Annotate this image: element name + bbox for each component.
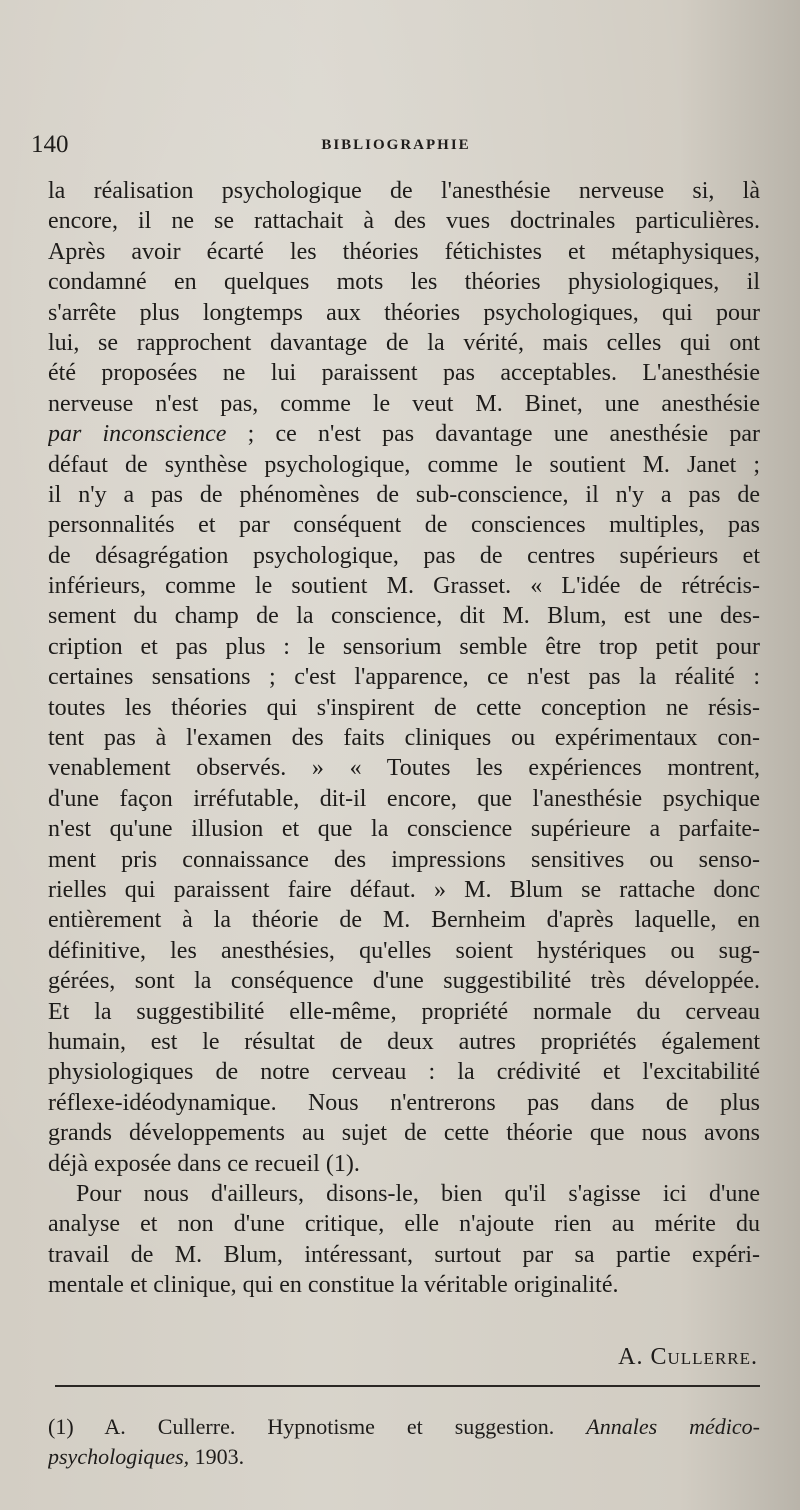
footnote-journal: Annales médico-	[586, 1414, 760, 1439]
text-line: inférieurs, comme le soutient M. Grasset. « L'idée de rétrécis-	[48, 573, 760, 600]
text-line: lui, se rapprochent davantage de la vérité, mais celles qui ont	[48, 329, 760, 356]
text-line: n'est qu'une illusion et que la conscience supérieure a parfaite-	[48, 816, 760, 843]
main-text	[48, 176, 760, 1300]
text-line: encore, il ne se rattachait à des vues doctrinales particulières.	[48, 208, 760, 235]
text-line: Après avoir écarté les théories fétichistes et métaphysiques,	[48, 238, 760, 265]
text-line: sement du champ de la conscience, dit M. Blum, est une des-	[48, 603, 760, 630]
text-segment: ; ce n'est pas davantage une anesthésie par	[226, 421, 760, 448]
text-line: ment pris connaissance des impressions sensitives ou senso-	[48, 846, 760, 873]
text-line: toutes les théories qui s'inspirent de cette conception ne résis-	[48, 694, 760, 721]
text-line: déjà exposée dans ce recueil (1).	[48, 1150, 360, 1177]
text-line: tent pas à l'examen des faits cliniques ou expérimentaux con-	[48, 725, 760, 752]
footnote-rule	[55, 1385, 760, 1387]
text-line: Et la suggestibilité elle-même, propriété normale du cerveau	[48, 998, 760, 1025]
text-line: travail de M. Blum, intéressant, surtout par sa partie expéri-	[48, 1241, 760, 1268]
text-line: nerveuse n'est pas, comme le veut M. Binet, une anesthésie	[48, 390, 760, 417]
footnote	[48, 1412, 760, 1472]
signature-initial: A.	[618, 1344, 651, 1370]
text-line: s'arrête plus longtemps aux théories psychologiques, qui pour	[48, 299, 760, 326]
text-line: réflexe-idéodynamique. Nous n'entrerons pas dans de plus	[48, 1089, 760, 1116]
text-line: définitive, les anesthésies, qu'elles soient hystériques ou sug-	[48, 937, 760, 964]
page-header	[31, 130, 761, 160]
text-line: défaut de synthèse psychologique, comme le soutient M. Janet ;	[48, 451, 760, 478]
signature-name: Cullerre.	[650, 1344, 758, 1370]
text-line: la réalisation psychologique de l'anesthésie nerveuse si, là	[48, 178, 760, 204]
italic-phrase: par inconscience	[48, 421, 227, 448]
footnote-line	[48, 1412, 760, 1442]
text-line: venablement observés. » « Toutes les expériences montrent,	[48, 755, 760, 782]
text-line: certaines sensations ; c'est l'apparence, ce n'est pas la réalité :	[48, 664, 760, 691]
text-line-mixed	[48, 419, 760, 449]
text-line: d'une façon irréfutable, dit-il encore, que l'anesthésie psychique	[48, 785, 760, 812]
running-head: BIBLIOGRAPHIE	[321, 137, 471, 153]
text-line: humain, est le résultat de deux autres propriétés également	[48, 1028, 760, 1055]
text-line: mentale et clinique, qui en constitue la véritable originalité.	[48, 1272, 619, 1299]
text-line: personnalités et par conséquent de consciences multiples, pas	[48, 512, 760, 539]
text-line: rielles qui paraissent faire défaut. » M. Blum se rattache donc	[48, 876, 760, 903]
author-signature	[618, 1342, 758, 1372]
footnote-journal: psychologiques,	[48, 1444, 190, 1469]
text-line: entièrement à la théorie de M. Bernheim d'après laquelle, en	[48, 907, 760, 934]
text-line: physiologiques de notre cerveau : la crédivité et l'excitabilité	[48, 1059, 760, 1086]
text-line: il n'y a pas de phénomènes de sub-conscience, il n'y a pas de	[48, 481, 760, 508]
page-number: 140	[31, 131, 69, 158]
footnote-line	[48, 1442, 760, 1472]
footnote-text: (1) A. Cullerre. Hypnotisme et suggestion.	[48, 1414, 587, 1439]
text-line: gérées, sont la conséquence d'une suggestibilité très développée.	[48, 968, 760, 995]
text-line: analyse et non d'une critique, elle n'ajoute rien au mérite du	[48, 1211, 760, 1238]
footnote-year: 1903.	[189, 1444, 245, 1469]
text-line: grands développements au sujet de cette théorie que nous avons	[48, 1120, 760, 1147]
text-line: Pour nous d'ailleurs, disons-le, bien qu'il s'agisse ici d'une	[76, 1180, 760, 1207]
text-line: condamné en quelques mots les théories physiologiques, il	[48, 269, 760, 296]
text-line: de désagrégation psychologique, pas de centres supérieurs et	[48, 542, 760, 569]
text-line: cription et pas plus : le sensorium semble être trop petit pour	[48, 633, 760, 660]
text-line: été proposées ne lui paraissent pas acceptables. L'anesthésie	[48, 360, 760, 387]
